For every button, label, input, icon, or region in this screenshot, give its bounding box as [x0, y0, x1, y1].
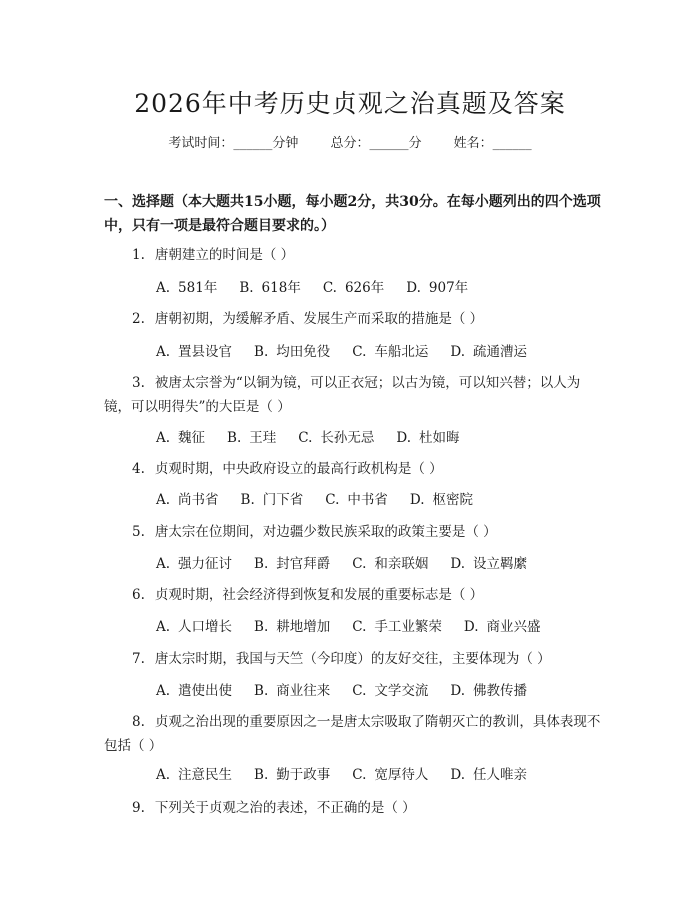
question-number: 6.: [132, 587, 145, 603]
question-number: 7.: [132, 651, 145, 667]
options-row: [156, 426, 596, 446]
option-letter: A.: [156, 280, 171, 296]
page-title: 2026年中考历史贞观之治真题及答案: [134, 89, 566, 118]
option-letter: A.: [156, 767, 171, 783]
option-letter: A.: [156, 344, 171, 360]
option-c: [323, 280, 384, 296]
option-d: [450, 556, 527, 572]
option-text: 强力征讨: [178, 556, 233, 572]
option-text: 宽厚待人: [374, 767, 429, 783]
option-letter: C.: [352, 556, 367, 572]
option-a: [156, 430, 205, 446]
options-row: [156, 552, 596, 572]
option-text: 581年: [178, 280, 218, 296]
option-text: 遣使出使: [178, 683, 233, 699]
option-letter: C.: [352, 619, 367, 635]
option-text: 长孙无忌: [320, 430, 375, 446]
question-number: 8.: [132, 714, 145, 730]
option-letter: B.: [240, 492, 255, 508]
question-3: [104, 371, 604, 419]
option-letter: C.: [325, 492, 340, 508]
option-letter: B.: [254, 556, 269, 572]
option-text: 注意民生: [178, 767, 233, 783]
option-letter: D.: [463, 619, 479, 635]
option-letter: C.: [352, 767, 367, 783]
question-text: 贞观时期，社会经济得到恢复和发展的重要标志是（ ）: [154, 587, 484, 603]
option-letter: B.: [227, 430, 242, 446]
question-text: 唐朝建立的时间是（ ）: [154, 247, 295, 263]
option-letter: B.: [239, 280, 254, 296]
option-text: 耕地增加: [276, 619, 331, 635]
option-a: [156, 280, 217, 296]
option-c: [352, 683, 428, 699]
option-text: 商业往来: [276, 683, 331, 699]
option-text: 尚书省: [178, 492, 219, 508]
option-letter: B.: [254, 683, 269, 699]
option-d: [450, 767, 527, 783]
options-row: [156, 340, 596, 360]
option-letter: D.: [450, 767, 466, 783]
option-letter: C.: [322, 280, 337, 296]
question-text: 被唐太宗誉为“以铜为镜，可以正衣冠；以古为镜，可以知兴替；以人为镜，可以明得失”的大臣是（ ）: [104, 375, 581, 415]
option-text: 文学交流: [374, 683, 429, 699]
option-text: 车船北运: [374, 344, 429, 360]
option-text: 杜如晦: [419, 430, 460, 446]
question-8: [104, 710, 604, 758]
question-9: [104, 796, 604, 820]
option-a: [156, 556, 232, 572]
option-letter: A.: [156, 492, 171, 508]
question-7: [104, 647, 604, 671]
option-text: 任人唯亲: [473, 767, 528, 783]
option-c: [352, 619, 442, 635]
option-text: 商业兴盛: [486, 619, 541, 635]
option-b: [239, 280, 301, 296]
options-row: [156, 276, 596, 296]
question-number: 3.: [132, 375, 145, 391]
option-text: 人口增长: [178, 619, 233, 635]
option-text: 618年: [261, 280, 301, 296]
option-b: [254, 619, 330, 635]
student-name: 姓名：______: [453, 136, 532, 151]
option-a: [156, 683, 232, 699]
total-score: 总分：______分: [330, 136, 422, 151]
options-row: [156, 615, 596, 635]
option-d: [464, 619, 541, 635]
question-number: 4.: [132, 461, 145, 477]
option-text: 设立羁縻: [473, 556, 528, 572]
option-letter: C.: [352, 344, 367, 360]
option-letter: A.: [156, 683, 171, 699]
option-letter: D.: [406, 280, 421, 296]
option-d: [410, 492, 473, 508]
option-b: [241, 492, 304, 508]
question-2: [104, 307, 604, 331]
option-text: 置县设官: [178, 344, 233, 360]
option-letter: A.: [156, 556, 171, 572]
options-row: [156, 488, 596, 508]
question-number: 2.: [132, 311, 145, 327]
option-letter: B.: [254, 344, 269, 360]
option-d: [396, 430, 459, 446]
question-4: [104, 457, 604, 481]
option-c: [325, 492, 388, 508]
question-text: 下列关于贞观之治的表述，不正确的是（ ）: [154, 800, 416, 816]
question-6: [104, 583, 604, 607]
option-c: [352, 556, 428, 572]
option-letter: D.: [450, 556, 466, 572]
options-row: [156, 763, 596, 783]
exam-info: [0, 132, 700, 151]
option-letter: B.: [254, 767, 269, 783]
option-letter: C.: [352, 683, 367, 699]
question-text: 贞观之治出现的重要原因之一是唐太宗吸取了隋朝灭亡的教训，具体表现不包括（ ）: [104, 714, 601, 754]
option-a: [156, 619, 232, 635]
option-letter: D.: [450, 344, 466, 360]
question-text: 唐朝初期，为缓解矛盾、发展生产而采取的措施是（ ）: [154, 311, 484, 327]
option-d: [450, 683, 527, 699]
option-c: [298, 430, 374, 446]
option-text: 王珪: [249, 430, 277, 446]
option-letter: D.: [409, 492, 425, 508]
question-1: [104, 243, 604, 267]
option-c: [352, 767, 428, 783]
question-number: 5.: [132, 524, 145, 540]
option-b: [254, 683, 330, 699]
exam-time: 考试时间：______分钟: [168, 136, 299, 151]
question-number: 9.: [132, 800, 145, 816]
question-text: 唐太宗时期，我国与天竺（今印度）的友好交往，主要体现为（ ）: [154, 651, 551, 667]
option-d: [450, 344, 527, 360]
option-text: 均田免役: [276, 344, 331, 360]
option-a: [156, 492, 219, 508]
option-b: [254, 767, 330, 783]
question-number: 1.: [132, 247, 145, 263]
option-a: [156, 344, 232, 360]
option-d: [406, 280, 468, 296]
option-letter: A.: [156, 619, 171, 635]
option-text: 门下省: [262, 492, 304, 508]
option-letter: C.: [298, 430, 313, 446]
option-text: 封官拜爵: [276, 556, 331, 572]
option-letter: D.: [450, 683, 466, 699]
option-letter: D.: [396, 430, 412, 446]
option-text: 和亲联姻: [374, 556, 429, 572]
option-text: 勤于政事: [276, 767, 331, 783]
section-heading: 一、选择题（本大题共15小题，每小题2分，共30分。在每小题列出的四个选项中，只有一项是最符合题目要求的。）: [104, 194, 601, 234]
option-text: 907年: [428, 280, 469, 296]
option-b: [227, 430, 276, 446]
option-text: 中书省: [347, 492, 388, 508]
question-5: [104, 520, 604, 544]
option-text: 手工业繁荣: [374, 619, 442, 635]
option-c: [352, 344, 428, 360]
question-text: 贞观时期，中央政府设立的最高行政机构是（ ）: [154, 461, 443, 477]
option-text: 佛教传播: [473, 683, 528, 699]
option-a: [156, 767, 232, 783]
option-b: [254, 344, 330, 360]
option-text: 疏通漕运: [473, 344, 528, 360]
question-text: 唐太宗在位期间，对边疆少数民族采取的政策主要是（ ）: [154, 524, 497, 540]
option-b: [254, 556, 330, 572]
option-letter: A.: [156, 430, 171, 446]
option-text: 枢密院: [432, 492, 474, 508]
option-letter: B.: [254, 619, 269, 635]
option-text: 626年: [344, 280, 385, 296]
option-text: 魏征: [178, 430, 206, 446]
options-row: [156, 679, 596, 699]
